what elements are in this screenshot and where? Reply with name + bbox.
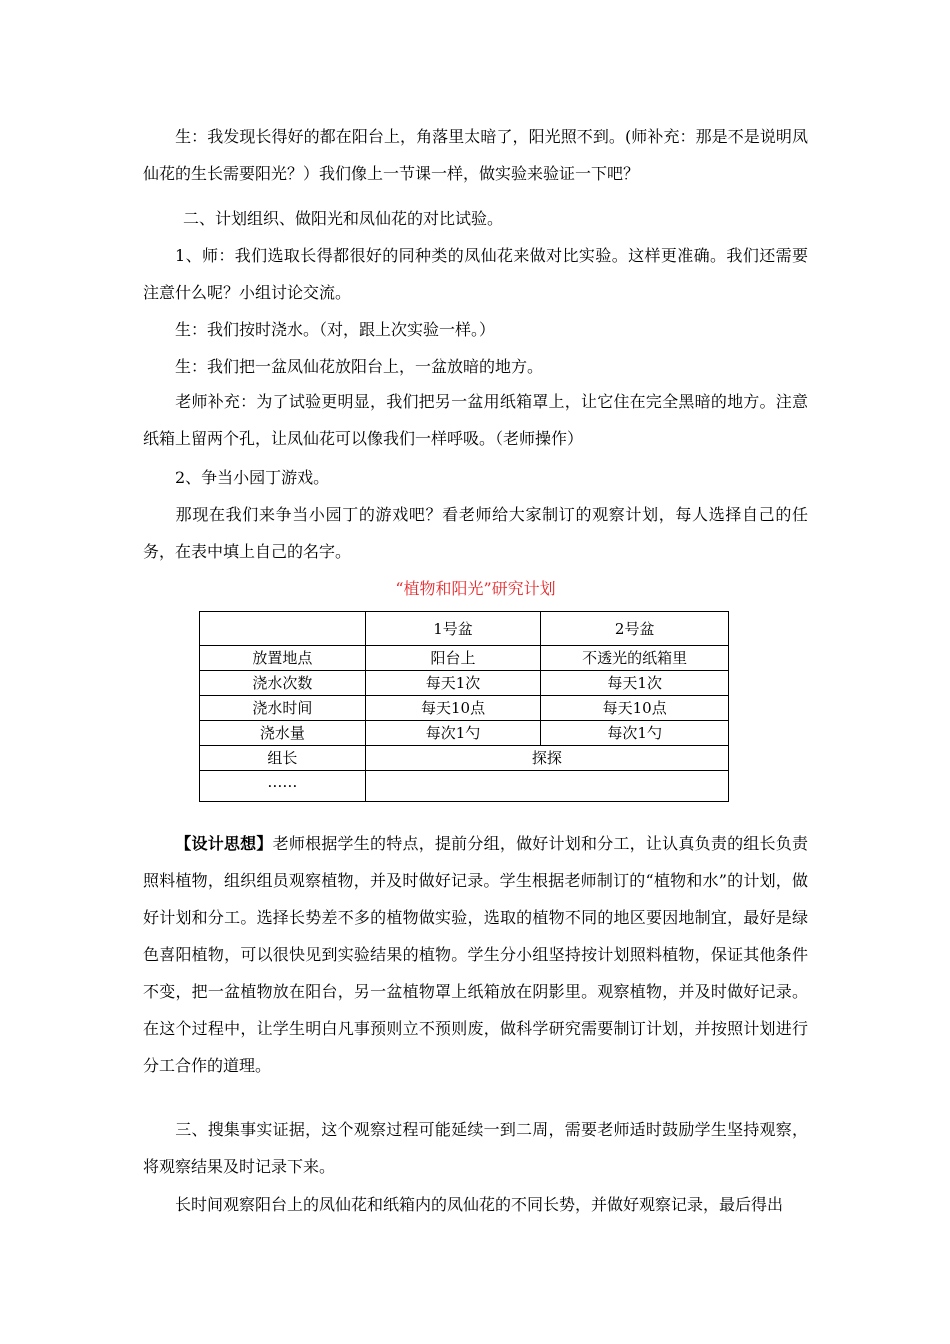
heading-text: 二、计划组织、做阳光和凤仙花的对比试验。: [183, 209, 504, 228]
design-label: 【设计思想】: [175, 834, 273, 853]
paragraph-text: 生：我们按时浇水。（对，跟上次实验一样。）: [175, 320, 496, 339]
table-cell: 每次1勺: [365, 721, 541, 746]
paragraph-long-observation: [143, 1186, 808, 1223]
table-caption: “植物和阳光”研究计划: [395, 579, 556, 598]
table-cell-empty: [365, 771, 728, 802]
table-row: [200, 721, 729, 746]
table-cell: 浇水时间: [200, 696, 366, 721]
paragraph-text: 长时间观察阳台上的凤仙花和纸箱内的凤仙花的不同长势，并做好观察记录，最后得出: [175, 1195, 784, 1214]
paragraph-gardener-game: [143, 459, 808, 496]
research-plan-table: [199, 611, 729, 802]
table-cell: 浇水量: [200, 721, 366, 746]
table-cell: 放置地点: [200, 646, 366, 671]
table-row-leader: [200, 746, 729, 771]
paragraph-student-observation: [143, 118, 808, 192]
table-header-row: [200, 612, 729, 646]
paragraph-text: 1、师：我们选取长得都很好的同种类的凤仙花来做对比实验。这样更准确。我们还需要注意什么呢？小组讨论交流。: [143, 246, 808, 302]
table-header-cell: [200, 612, 366, 646]
table-cell-leader-name: 探探: [365, 746, 728, 771]
table-row: [200, 646, 729, 671]
table-cell: 浇水次数: [200, 671, 366, 696]
table-cell: 组长: [200, 746, 366, 771]
table-cell: 每次1勺: [541, 721, 729, 746]
table-header-cell: 2号盆: [541, 612, 729, 646]
paragraph-text: 那现在我们来争当小园丁的游戏吧？看老师给大家制订的观察计划，每人选择自己的任务，在表中填上自己的名字。: [143, 505, 808, 561]
table-row-ellipsis: [200, 771, 729, 802]
table-cell: 不透光的纸箱里: [541, 646, 729, 671]
paragraph-text: 生：我们把一盆凤仙花放阳台上，一盆放暗的地方。: [175, 357, 544, 376]
paragraph-student-water: [143, 311, 808, 348]
table-cell: 每天1次: [541, 671, 729, 696]
paragraph-text: 生：我发现长得好的都在阳台上，角落里太暗了，阳光照不到。(师补充：那是不是说明凤仙花的生长需要阳光？）我们像上一节课一样，做实验来验证一下吧？: [143, 127, 808, 183]
table-cell: 每天1次: [365, 671, 541, 696]
paragraph-text: 2、争当小园丁游戏。: [175, 468, 330, 487]
design-text: 老师根据学生的特点，提前分组，做好计划和分工，让认真负责的组长负责照料植物，组织组员观察植物，并及时做好记录。学生根据老师制订的“植物和水”的计划，做好计划和分工。选择长势差不多的植物做实验，选取的植物不同的地区要因地制宜，最好是绿色喜阳植物，可以很快见到实验结果的植物。学生分小组坚持按计划照料植物，保证其他条件不变，把一盆植物放在阳台，另一盆植物罩上纸箱放在阴影里。观察植物，并及时做好记录。在这个过程中，让学生明白凡事预则立不预则废，做科学研究需要制订计划，并按照计划进行分工合作的道理。: [143, 834, 808, 1075]
paragraph-design-thought: [143, 825, 808, 1084]
section-heading-3: [143, 1111, 808, 1185]
table-cell-ellipsis: ……: [200, 771, 366, 802]
table-row: [200, 696, 729, 721]
table-row: [200, 671, 729, 696]
table-cell: 每天10点: [541, 696, 729, 721]
table-cell: 阳台上: [365, 646, 541, 671]
paragraph-game-intro: [143, 496, 808, 570]
paragraph-student-place: [143, 348, 808, 385]
table-cell: 每天10点: [365, 696, 541, 721]
paragraph-teacher-supplement: [143, 383, 808, 457]
paragraph-text: 老师补充：为了试验更明显，我们把另一盆用纸箱罩上，让它住在完全黑暗的地方。注意纸箱上留两个孔，让凤仙花可以像我们一样呼吸。（老师操作）: [143, 392, 808, 448]
paragraph-text: 三、搜集事实证据，这个观察过程可能延续一到二周，需要老师适时鼓励学生坚持观察，将观察结果及时记录下来。: [143, 1120, 808, 1176]
paragraph-teacher-1: [143, 237, 808, 311]
table-header-cell: 1号盆: [365, 612, 541, 646]
section-heading-2: [143, 200, 808, 237]
